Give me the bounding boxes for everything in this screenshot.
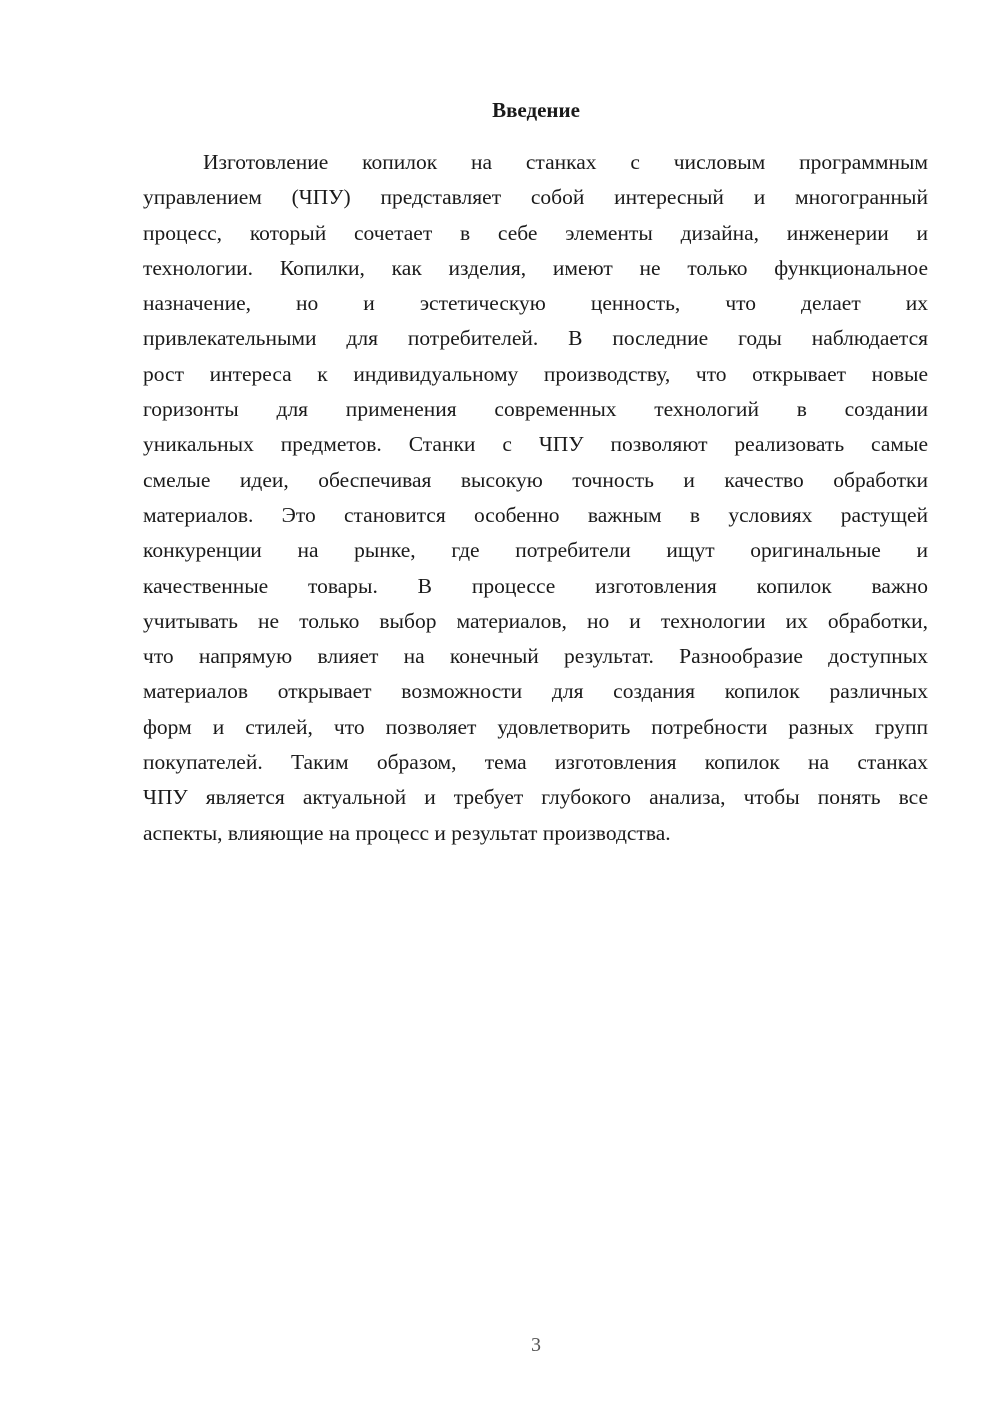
text-line: процесс, который сочетает в себе элементы дизайна, инженерии и bbox=[143, 220, 928, 245]
text-line: Изготовление копилок на станках с числовым программным bbox=[203, 150, 928, 174]
text-line: покупателей. Таким образом, тема изготовления копилок на станках bbox=[143, 750, 928, 775]
section-title: Введение bbox=[492, 98, 580, 122]
text-line: технологии. Копилки, как изделия, имеют не только функциональное bbox=[143, 255, 928, 280]
text-line: аспекты, влияющие на процесс и результат производства. bbox=[143, 820, 671, 845]
text-line: горизонты для применения современных технологий в создании bbox=[143, 397, 928, 422]
paragraph bbox=[143, 145, 928, 851]
text-line: что напрямую влияет на конечный результат. Разнообразие доступных bbox=[143, 644, 928, 669]
text-line: материалов открывает возможности для создания копилок различных bbox=[143, 679, 928, 704]
page-number: 3 bbox=[531, 1334, 541, 1356]
text-line: учитывать не только выбор материалов, но и технологии их обработки, bbox=[143, 608, 928, 633]
text-line: рост интереса к индивидуальному производству, что открывает новые bbox=[143, 361, 928, 386]
text-line: качественные товары. В процессе изготовления копилок важно bbox=[143, 573, 928, 598]
text-line: конкуренции на рынке, где потребители ищут оригинальные и bbox=[143, 538, 928, 563]
text-line: материалов. Это становится особенно важным в условиях растущей bbox=[143, 502, 928, 527]
text-line: назначение, но и эстетическую ценность, что делает их bbox=[143, 291, 928, 316]
text-line: ЧПУ является актуальной и требует глубокого анализа, чтобы понять все bbox=[143, 785, 928, 810]
text-line: привлекательными для потребителей. В последние годы наблюдается bbox=[143, 326, 928, 351]
text-line: управлением (ЧПУ) представляет собой интересный и многогранный bbox=[143, 185, 928, 210]
text-line: смелые идеи, обеспечивая высокую точность и качество обработки bbox=[143, 467, 928, 492]
text-line: уникальных предметов. Станки с ЧПУ позволяют реализовать самые bbox=[143, 432, 928, 457]
text-line: форм и стилей, что позволяет удовлетворить потребности разных групп bbox=[143, 714, 928, 739]
